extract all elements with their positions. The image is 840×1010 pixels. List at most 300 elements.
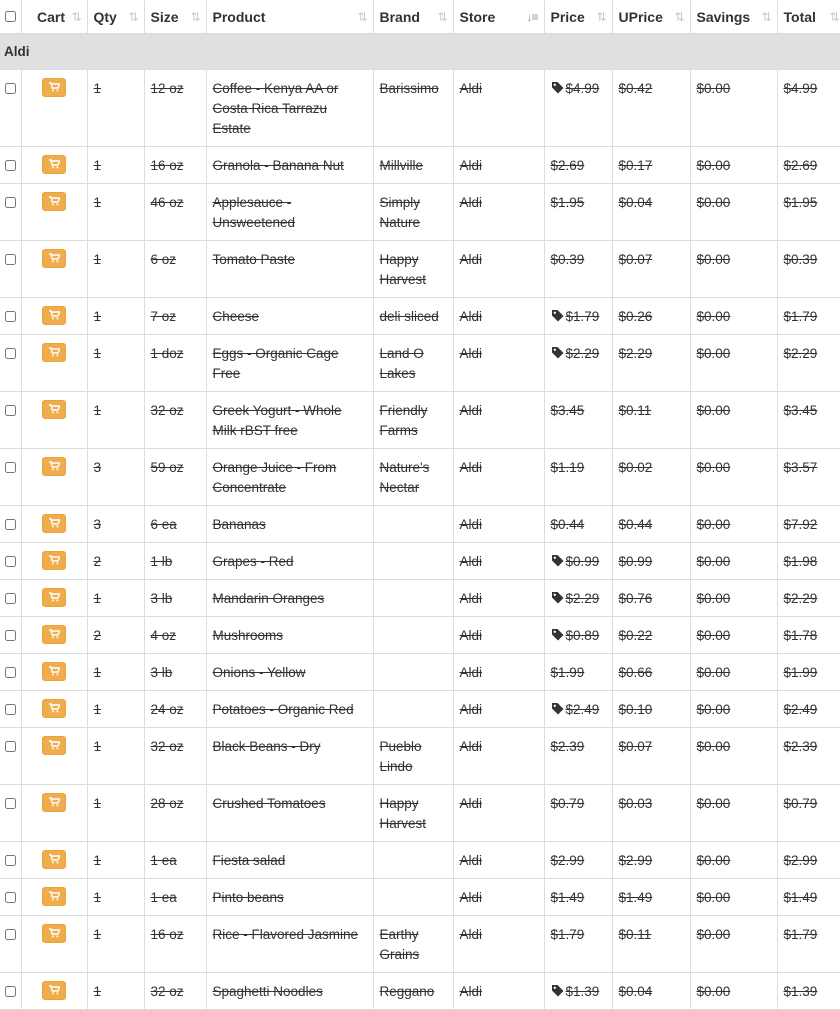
cell-total (777, 70, 840, 147)
table-row (0, 392, 840, 449)
cell-uprice (612, 298, 690, 335)
cell-brand-text: Barissimo (379, 81, 439, 96)
row-select-cell (0, 691, 21, 728)
cell-size (144, 842, 206, 879)
cell-price (544, 973, 612, 1010)
cell-size (144, 184, 206, 241)
row-checkbox[interactable] (5, 798, 16, 809)
cell-size-text: 12 oz (150, 81, 184, 96)
sort-ascending-icon[interactable]: ↓≡ (526, 9, 538, 24)
add-to-cart-button[interactable] (42, 793, 66, 812)
cell-store (453, 916, 544, 973)
row-select-cell (0, 785, 21, 842)
cell-size (144, 147, 206, 184)
cell-size-text: 6 oz (150, 252, 177, 267)
shopping-cart-icon (43, 629, 65, 639)
sort-icon[interactable]: ⇅ (190, 9, 200, 24)
cell-savings-text: $0.00 (696, 346, 731, 361)
cell-qty-text: 1 (93, 890, 102, 905)
add-to-cart-button[interactable] (42, 588, 66, 607)
cell-brand-text: Nature's Nectar (379, 460, 430, 495)
cell-total-text: $0.39 (783, 252, 818, 267)
cell-product (206, 916, 373, 973)
cell-total (777, 543, 840, 580)
add-to-cart-button[interactable] (42, 736, 66, 755)
cell-product-text: Mushrooms (212, 628, 284, 643)
cell-uprice (612, 691, 690, 728)
cell-qty (87, 335, 144, 392)
cell-product-text: Black Beans - Dry (212, 739, 321, 754)
cell-store-text: Aldi (459, 628, 483, 643)
cell-price-text: $2.99 (550, 853, 585, 868)
row-select-cell (0, 879, 21, 916)
cell-total (777, 691, 840, 728)
cell-brand (373, 691, 453, 728)
cell-qty-text: 3 (93, 517, 102, 532)
cell-brand (373, 506, 453, 543)
cell-qty (87, 543, 144, 580)
cell-savings-text: $0.00 (696, 554, 731, 569)
column-header-uprice[interactable]: UPrice ⇅ (612, 0, 690, 34)
cell-brand (373, 842, 453, 879)
cell-uprice (612, 973, 690, 1010)
cell-price-text: $1.95 (550, 195, 585, 210)
shopping-cart-icon (43, 253, 65, 263)
table-row (0, 580, 840, 617)
cart-cell (21, 691, 87, 728)
cell-price (544, 785, 612, 842)
cell-product-text: Cheese (212, 309, 260, 324)
cell-price-text: $1.79 (550, 927, 585, 942)
add-to-cart-button[interactable] (42, 249, 66, 268)
cell-total-text: $1.39 (783, 984, 818, 999)
row-checkbox[interactable] (5, 519, 16, 530)
row-checkbox[interactable] (5, 405, 16, 416)
cell-product-text: Tomato Paste (212, 252, 296, 267)
cell-total-text: $4.99 (783, 81, 818, 96)
cell-savings-text: $0.00 (696, 853, 731, 868)
cell-store (453, 241, 544, 298)
shopping-cart-icon (43, 310, 65, 320)
cell-qty (87, 298, 144, 335)
cell-price-text: $0.44 (550, 517, 585, 532)
cell-savings-text: $0.00 (696, 403, 731, 418)
table-row (0, 691, 840, 728)
shopping-cart-icon (43, 592, 65, 602)
cart-cell (21, 916, 87, 973)
shopping-cart-icon (43, 404, 65, 414)
cell-product (206, 973, 373, 1010)
cell-store-text: Aldi (459, 460, 483, 475)
column-header-store[interactable]: Store ↓≡ (453, 0, 544, 34)
cell-total-text: $1.79 (783, 927, 818, 942)
column-header-product[interactable]: Product ⇅ (206, 0, 373, 34)
add-to-cart-button[interactable] (42, 551, 66, 570)
table-row (0, 973, 840, 1010)
cell-product-text: Rice - Flavored Jasmine (212, 927, 359, 942)
row-select-cell (0, 184, 21, 241)
shopping-cart-icon (43, 347, 65, 357)
cell-size-text: 1 ea (150, 853, 177, 868)
cell-store (453, 70, 544, 147)
cell-total (777, 879, 840, 916)
cell-size-text: 32 oz (150, 739, 184, 754)
cell-brand (373, 147, 453, 184)
cell-qty (87, 842, 144, 879)
cell-product (206, 147, 373, 184)
row-checkbox[interactable] (5, 855, 16, 866)
cell-store-text: Aldi (459, 702, 483, 717)
cell-qty-text: 1 (93, 252, 102, 267)
cell-uprice-text: $0.22 (618, 628, 653, 643)
cell-product-text: Applesauce - Unsweetened (212, 195, 296, 230)
cell-savings (690, 691, 777, 728)
cell-qty (87, 147, 144, 184)
cell-size-text: 32 oz (150, 984, 184, 999)
cell-price (544, 543, 612, 580)
shopping-cart-icon (43, 555, 65, 565)
cell-product-text: Fiesta salad (212, 853, 286, 868)
cell-uprice (612, 147, 690, 184)
cell-store (453, 543, 544, 580)
cell-store-text: Aldi (459, 403, 483, 418)
cell-total (777, 147, 840, 184)
add-to-cart-button[interactable] (42, 155, 66, 174)
cart-cell (21, 298, 87, 335)
column-header-total[interactable]: Total ⇅ (777, 0, 840, 34)
cell-store-text: Aldi (459, 554, 483, 569)
cell-store-text: Aldi (459, 890, 483, 905)
cell-product-text: Grapes - Red (212, 554, 294, 569)
cell-total-text: $2.29 (783, 591, 818, 606)
cell-price (544, 392, 612, 449)
cell-size-text: 28 oz (150, 796, 184, 811)
cell-store-text: Aldi (459, 195, 483, 210)
row-checkbox[interactable] (5, 704, 16, 715)
cell-product (206, 298, 373, 335)
row-checkbox[interactable] (5, 593, 16, 604)
add-to-cart-button[interactable] (42, 306, 66, 325)
cell-store-text: Aldi (459, 309, 483, 324)
table-row (0, 70, 840, 147)
add-to-cart-button[interactable] (42, 924, 66, 943)
cell-uprice-text: $0.11 (618, 927, 652, 942)
cell-savings (690, 506, 777, 543)
cell-size-text: 1 ea (150, 890, 177, 905)
column-header-qty[interactable]: Qty ⇅ (87, 0, 144, 34)
add-to-cart-button[interactable] (42, 457, 66, 476)
cell-price (544, 842, 612, 879)
cell-uprice (612, 654, 690, 691)
cell-price (544, 449, 612, 506)
cell-product (206, 70, 373, 147)
cell-size-text: 16 oz (150, 927, 184, 942)
cell-savings (690, 916, 777, 973)
row-checkbox[interactable] (5, 892, 16, 903)
cell-store-text: Aldi (459, 517, 483, 532)
cell-product (206, 617, 373, 654)
cell-savings (690, 654, 777, 691)
price-tag-icon (551, 346, 566, 361)
column-header-size[interactable]: Size ⇅ (144, 0, 206, 34)
select-all-checkbox[interactable] (5, 11, 16, 22)
cell-total-text: $2.49 (783, 702, 818, 717)
cell-savings (690, 184, 777, 241)
cell-uprice (612, 580, 690, 617)
cell-qty-text: 1 (93, 309, 102, 324)
add-to-cart-button[interactable] (42, 662, 66, 681)
cell-product (206, 506, 373, 543)
cell-total (777, 392, 840, 449)
cell-product (206, 842, 373, 879)
shopping-cart-icon (43, 518, 65, 528)
cell-size (144, 916, 206, 973)
price-tag-icon (551, 984, 566, 999)
add-to-cart-button[interactable] (42, 850, 66, 869)
cell-store-text: Aldi (459, 665, 483, 680)
table-row (0, 241, 840, 298)
cell-uprice (612, 392, 690, 449)
cell-product (206, 392, 373, 449)
cell-total-text: $1.78 (783, 628, 818, 643)
add-to-cart-button[interactable] (42, 625, 66, 644)
cell-size-text: 1 doz (150, 346, 184, 361)
cell-brand (373, 392, 453, 449)
row-checkbox[interactable] (5, 556, 16, 567)
cell-total (777, 617, 840, 654)
cell-uprice-text: $0.10 (618, 702, 653, 717)
cell-uprice (612, 842, 690, 879)
cell-product (206, 184, 373, 241)
cell-savings-text: $0.00 (696, 309, 731, 324)
cell-total (777, 298, 840, 335)
cell-product-text: Mandarin Oranges (212, 591, 325, 606)
sort-icon[interactable]: ⇅ (128, 9, 138, 24)
cell-total (777, 785, 840, 842)
price-tag-icon (551, 309, 566, 324)
cell-size (144, 973, 206, 1010)
cell-uprice-text: $0.04 (618, 195, 653, 210)
cart-cell (21, 449, 87, 506)
cell-total-text: $0.79 (783, 796, 818, 811)
row-select-cell (0, 916, 21, 973)
row-checkbox[interactable] (5, 986, 16, 997)
cell-qty (87, 241, 144, 298)
cell-store (453, 973, 544, 1010)
cart-cell (21, 785, 87, 842)
cell-uprice-text: $0.02 (618, 460, 653, 475)
cell-store (453, 449, 544, 506)
table-row (0, 335, 840, 392)
add-to-cart-button[interactable] (42, 400, 66, 419)
cell-uprice-text: $2.99 (618, 853, 653, 868)
row-select-cell (0, 842, 21, 879)
cell-product (206, 335, 373, 392)
cell-savings-text: $0.00 (696, 195, 731, 210)
cell-size-text: 16 oz (150, 158, 184, 173)
column-header-brand[interactable]: Brand ⇅ (373, 0, 453, 34)
cell-size-text: 4 oz (150, 628, 177, 643)
cart-cell (21, 728, 87, 785)
cell-uprice-text: $0.17 (618, 158, 653, 173)
cell-savings (690, 785, 777, 842)
cell-brand (373, 241, 453, 298)
cell-qty (87, 70, 144, 147)
cell-qty (87, 392, 144, 449)
cell-brand (373, 298, 453, 335)
cell-price (544, 298, 612, 335)
add-to-cart-button[interactable] (42, 343, 66, 362)
add-to-cart-button[interactable] (42, 699, 66, 718)
cell-brand-text: Happy Harvest (379, 796, 427, 831)
sort-icon[interactable]: ⇅ (437, 9, 447, 24)
cell-store-text: Aldi (459, 252, 483, 267)
cell-qty-text: 3 (93, 460, 102, 475)
row-checkbox[interactable] (5, 348, 16, 359)
cell-savings (690, 335, 777, 392)
add-to-cart-button[interactable] (42, 981, 66, 1000)
sort-icon[interactable]: ⇅ (596, 9, 606, 24)
cell-size (144, 543, 206, 580)
cell-price (544, 184, 612, 241)
cell-brand-text: Simply Nature (379, 195, 421, 230)
cell-savings (690, 728, 777, 785)
cart-cell (21, 543, 87, 580)
cell-store-text: Aldi (459, 853, 483, 868)
cell-brand (373, 335, 453, 392)
cell-brand (373, 184, 453, 241)
table-row (0, 842, 840, 879)
cell-total (777, 916, 840, 973)
cell-uprice (612, 335, 690, 392)
sort-icon[interactable]: ⇅ (357, 9, 367, 24)
cell-total-text: $2.29 (783, 346, 818, 361)
cell-store-text: Aldi (459, 346, 483, 361)
cell-brand (373, 580, 453, 617)
shopping-cart-icon (43, 797, 65, 807)
cell-qty (87, 973, 144, 1010)
cell-qty-text: 1 (93, 984, 102, 999)
shopping-cart-icon (43, 666, 65, 676)
cell-store-text: Aldi (459, 591, 483, 606)
cell-store (453, 335, 544, 392)
cell-savings (690, 70, 777, 147)
cell-product-text: Greek Yogurt - Whole Milk rBST free (212, 403, 342, 438)
cell-product-text: Crushed Tomatoes (212, 796, 326, 811)
row-checkbox[interactable] (5, 160, 16, 171)
sort-icon[interactable]: ⇅ (761, 9, 771, 24)
cell-savings-text: $0.00 (696, 665, 731, 680)
cell-uprice (612, 506, 690, 543)
row-checkbox[interactable] (5, 254, 16, 265)
cell-brand (373, 916, 453, 973)
row-checkbox[interactable] (5, 311, 16, 322)
cell-qty-text: 1 (93, 158, 102, 173)
cell-store (453, 147, 544, 184)
add-to-cart-button[interactable] (42, 192, 66, 211)
cell-brand-text: Earthy Grains (379, 927, 420, 962)
table-row (0, 184, 840, 241)
cell-qty (87, 916, 144, 973)
cell-product-text: Orange Juice - From Concentrate (212, 460, 337, 495)
group-label: Aldi (0, 34, 840, 70)
sort-icon[interactable]: ⇅ (71, 9, 81, 24)
cell-size (144, 298, 206, 335)
cell-price-text: $2.39 (550, 739, 585, 754)
cell-total (777, 241, 840, 298)
row-checkbox[interactable] (5, 667, 16, 678)
header-row (0, 0, 840, 34)
cell-savings-text: $0.00 (696, 591, 731, 606)
cell-qty (87, 184, 144, 241)
cell-size-text: 1 lb (150, 554, 173, 569)
column-header-price[interactable]: Price ⇅ (544, 0, 612, 34)
row-select-cell (0, 543, 21, 580)
row-select-cell (0, 654, 21, 691)
row-checkbox[interactable] (5, 83, 16, 94)
cell-savings-text: $0.00 (696, 890, 731, 905)
cell-savings-text: $0.00 (696, 628, 731, 643)
sort-icon[interactable]: ⇅ (829, 9, 839, 24)
table-row (0, 916, 840, 973)
shopping-cart-icon (43, 928, 65, 938)
cell-product-text: Pinto beans (212, 890, 284, 905)
row-checkbox[interactable] (5, 741, 16, 752)
cell-uprice-text: $0.42 (618, 81, 653, 96)
cell-size-text: 6 ea (150, 517, 177, 532)
cell-product (206, 654, 373, 691)
row-select-cell (0, 147, 21, 184)
add-to-cart-button[interactable] (42, 514, 66, 533)
cell-qty (87, 691, 144, 728)
cell-total (777, 654, 840, 691)
cell-savings-text: $0.00 (696, 81, 731, 96)
group-row (0, 34, 840, 70)
cell-product (206, 449, 373, 506)
add-to-cart-button[interactable] (42, 887, 66, 906)
row-checkbox[interactable] (5, 462, 16, 473)
cell-product (206, 241, 373, 298)
row-checkbox[interactable] (5, 929, 16, 940)
column-header-cart[interactable]: Cart ⇅ (21, 0, 87, 34)
table-row (0, 785, 840, 842)
cart-cell (21, 580, 87, 617)
cell-size-text: 46 oz (150, 195, 184, 210)
sort-icon[interactable]: ⇅ (674, 9, 684, 24)
cell-savings (690, 580, 777, 617)
cell-qty-text: 1 (93, 665, 102, 680)
row-checkbox[interactable] (5, 197, 16, 208)
cell-qty (87, 654, 144, 691)
cell-brand (373, 973, 453, 1010)
cell-savings (690, 241, 777, 298)
cell-uprice (612, 70, 690, 147)
table-row (0, 543, 840, 580)
cell-savings-text: $0.00 (696, 702, 731, 717)
cell-brand-text: Happy Harvest (379, 252, 427, 287)
cell-uprice-text: $2.29 (618, 346, 653, 361)
cell-product-text: Granola - Banana Nut (212, 158, 344, 173)
cell-savings-text: $0.00 (696, 739, 731, 754)
column-header-savings[interactable]: Savings ⇅ (690, 0, 777, 34)
cell-savings (690, 842, 777, 879)
add-to-cart-button[interactable] (42, 78, 66, 97)
cell-price-text: $1.99 (550, 665, 585, 680)
row-checkbox[interactable] (5, 630, 16, 641)
cell-uprice (612, 241, 690, 298)
cell-store (453, 298, 544, 335)
cart-cell (21, 506, 87, 543)
